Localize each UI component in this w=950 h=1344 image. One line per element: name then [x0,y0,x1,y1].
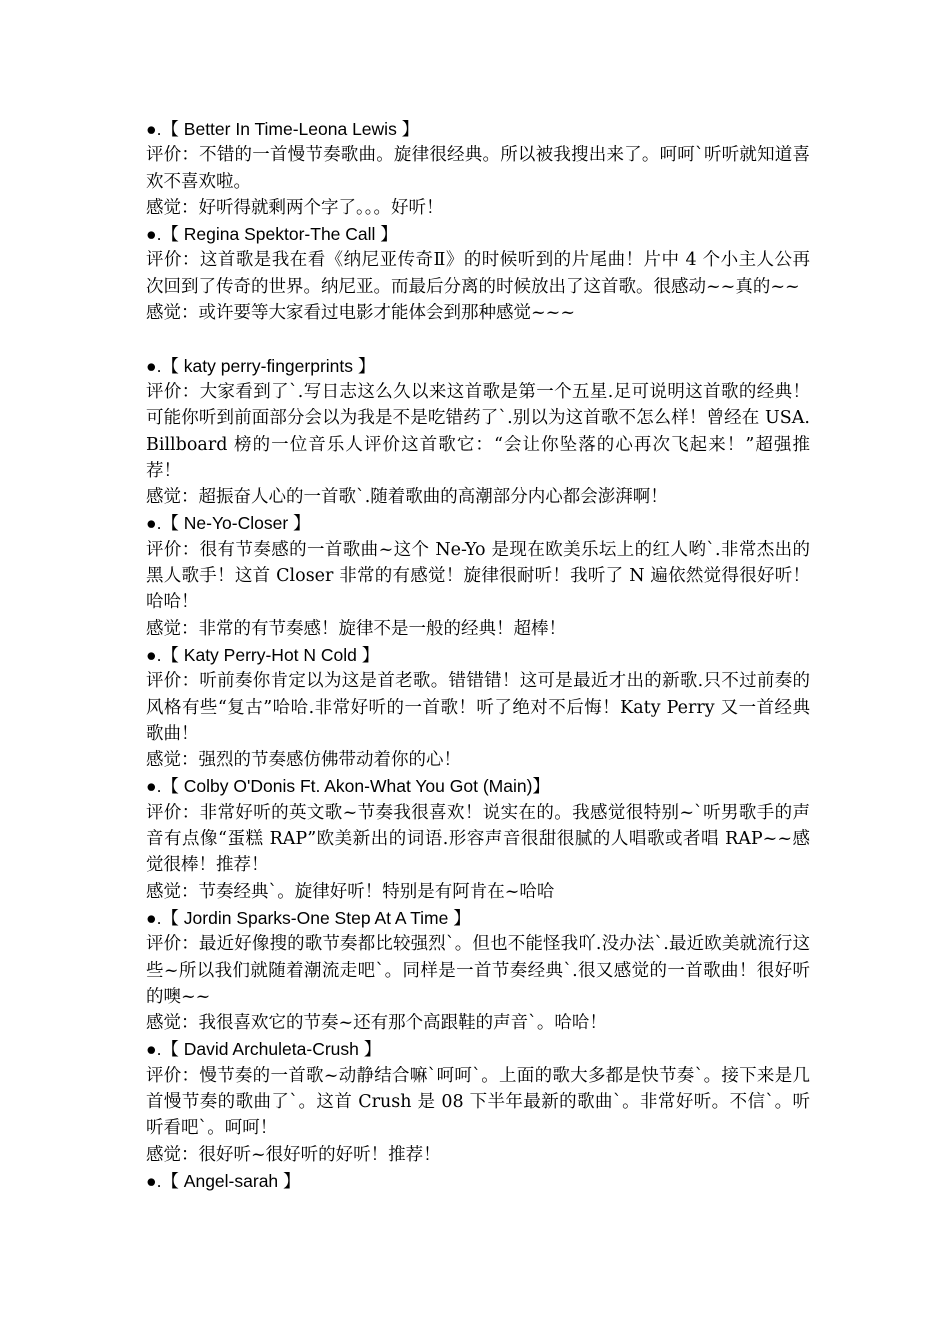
song-review: 评价：听前奏你肯定以为这是首老歌。错错错！这可是最近才出的新歌.只不过前奏的风格有些“复古”哈哈.非常好听的一首歌！听了绝对不后悔！Katy Perry 又一首经典歌曲！ [146,671,810,744]
song-review: 评价：大家看到了`.写日志这么久以来这首歌是第一个五星.足可说明这首歌的经典！可能你听到前面部分会以为我是不是吃错药了`.别以为这首歌不怎么样！曾经在 USA.Billboard 榜的一位音乐人评价这首歌它：“会让你坠落的心再次飞起来！”超强推荐！ [146,381,810,481]
song-feeling: 感觉：非常的有节奏感！旋律不是一般的经典！超棒！ [146,618,566,639]
song-title: ●.【 Better In Time-Leona Lewis 】 [146,119,420,139]
song-feeling: 感觉：好听得就剩两个字了。。。好听！ [146,197,444,218]
song-review: 评价：非常好听的英文歌~节奏我很喜欢！说实在的。我感觉很特别~`听男歌手的声音有点像“蛋糕 RAP”欧美新出的词语.形容声音很甜很腻的人唱歌或者唱 RAP~~感觉很棒！推荐！ [146,802,810,876]
song-entry [146,1168,810,1194]
song-feeling: 感觉：很好听~很好听的好听！推荐！ [146,1144,441,1165]
song-title: ●.【 Ne-Yo-Closer 】 [146,513,311,534]
song-title: ●.【 Jordin Sparks-One Step At A Time 】 [146,907,471,928]
song-review: 评价：不错的一首慢节奏歌曲。旋律很经典。所以被我搜出来了。呵呵`听听就知道喜欢不喜欢啦。 [146,145,810,192]
song-title: ●.【 Katy Perry-Hot N Cold 】 [146,644,380,665]
song-entry [146,510,810,641]
song-feeling: 感觉：或许要等大家看过电影才能体会到那种感觉~~~ [146,303,575,324]
song-entry [146,116,810,221]
song-review: 评价：最近好像搜的歌节奏都比较强烈`。但也不能怪我吖.没办法`.最近欧美就流行这些~所以我们就随着潮流走吧`。同样是一首节奏经典`.很又感觉的一首歌曲！很好听的噢~~ [146,934,810,1007]
song-review: 评价：很有节奏感的一首歌曲~这个 Ne-Yo 是现在欧美乐坛上的红人哟`.非常杰出的黑人歌手！这首 Closer 非常的有感觉！旋律很耐听！我听了 N 遍依然觉得很好听！哈哈！ [146,539,810,613]
song-entry [146,905,810,1036]
blank-line [146,326,810,352]
document-page [146,116,810,1194]
song-title: ●.【 Angel-sarah 】 [146,1170,301,1191]
song-entry [146,642,810,773]
song-feeling: 感觉：强烈的节奏感仿佛带动着你的心！ [146,750,461,771]
song-title: ●.【 David Archuleta-Crush 】 [146,1039,382,1060]
song-entry [146,353,810,511]
song-entry [146,221,810,326]
song-title: ●.【 Colby O'Donis Ft. Akon-What You Got (Main)】 [146,776,550,797]
song-review: 评价：慢节奏的一首歌~动静结合嘛`呵呵`。上面的歌大多都是快节奏`。接下来是几首慢节奏的歌曲了`。这首 Crush 是 08 下半年最新的歌曲`。非常好听。不信`。听听看吧`。呵呵！ [146,1065,810,1139]
song-entry [146,773,810,904]
song-title: ●.【 Regina Spektor-The Call 】 [146,224,398,245]
song-review: 评价：这首歌是我在看《纳尼亚传奇Ⅱ》的时候听到的片尾曲！片中 4 个小主人公再次回到了传奇的世界。纳尼亚。而最后分离的时候放出了这首歌。很感动~~真的~~ [146,250,810,297]
song-title: ●.【 katy perry-fingerprints 】 [146,355,376,376]
song-feeling: 感觉：超振奋人心的一首歌`.随着歌曲的高潮部分内心都会澎湃啊！ [146,487,668,508]
song-feeling: 感觉：节奏经典`。旋律好听！特别是有阿肯在~哈哈 [146,881,555,902]
song-entry [146,1036,810,1167]
song-feeling: 感觉：我很喜欢它的节奏~还有那个高跟鞋的声音`。哈哈！ [146,1013,607,1034]
